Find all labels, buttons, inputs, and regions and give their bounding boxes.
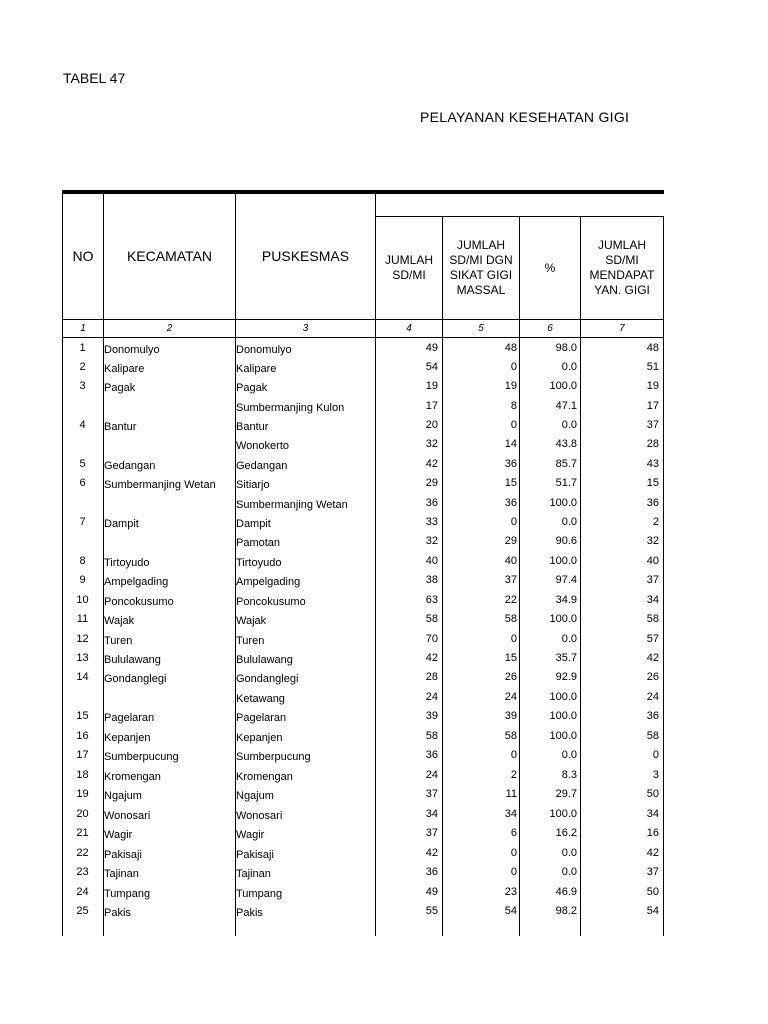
- cell-kecamatan: Bululawang: [104, 654, 161, 666]
- cell-persen: 97.4: [555, 574, 577, 586]
- cell-persen: 98.0: [555, 342, 577, 354]
- table-row: [62, 844, 664, 864]
- cell-persen: 100.0: [549, 497, 577, 509]
- cell-mendapat: 48: [646, 342, 659, 354]
- table-row: [62, 435, 664, 455]
- cell-no: 23: [76, 866, 89, 878]
- cell-persen: 0.0: [561, 419, 577, 431]
- table-row: [62, 766, 664, 786]
- cell-no: 25: [76, 905, 89, 917]
- cell-no: [62, 494, 103, 514]
- table-row: [62, 785, 664, 805]
- column-number: 3: [302, 322, 309, 334]
- cell-kecamatan: [104, 532, 234, 552]
- cell-mendapat: 16: [646, 827, 659, 839]
- table-row: [62, 610, 664, 630]
- cell-puskesmas: Sumbermanjing Wetan: [236, 499, 348, 511]
- cell-mendapat: 42: [646, 847, 659, 859]
- table-row: [62, 377, 664, 397]
- cell-mendapat: 58: [646, 730, 659, 742]
- cell-jumlah-sdmi: 70: [425, 633, 438, 645]
- cell-no: [62, 397, 103, 417]
- cell-persen: 98.2: [555, 905, 577, 917]
- cell-persen: 35.7: [555, 652, 577, 664]
- cell-jumlah-sdmi: 17: [425, 400, 438, 412]
- table-row: [62, 688, 664, 708]
- cell-no: 7: [79, 516, 86, 528]
- cell-sikat-gigi: 37: [504, 574, 517, 586]
- cell-kecamatan: Pakisaji: [104, 849, 142, 861]
- column-number: 4: [406, 322, 412, 334]
- table-row: [62, 707, 664, 727]
- cell-jumlah-sdmi: 34: [425, 808, 438, 820]
- cell-persen: 0.0: [561, 749, 577, 761]
- cell-puskesmas: Pagelaran: [236, 712, 287, 724]
- cell-kecamatan: [104, 494, 234, 514]
- cell-no: 15: [76, 710, 89, 722]
- cell-mendapat: 15: [646, 477, 659, 489]
- cell-no: 2: [79, 361, 86, 373]
- cell-jumlah-sdmi: 40: [425, 555, 438, 567]
- cell-sikat-gigi: 8: [510, 400, 517, 412]
- cell-kecamatan: Kalipare: [104, 363, 145, 375]
- table-row: [62, 863, 664, 883]
- cell-jumlah-sdmi: 49: [425, 342, 438, 354]
- cell-persen: 100.0: [549, 691, 577, 703]
- cell-jumlah-sdmi: 49: [425, 886, 438, 898]
- cell-jumlah-sdmi: 24: [425, 691, 438, 703]
- cell-puskesmas: Pamotan: [236, 537, 281, 549]
- cell-puskesmas: Sumberpucung: [236, 751, 311, 763]
- table-row: [62, 339, 664, 359]
- cell-kecamatan: Donomulyo: [104, 344, 160, 356]
- cell-mendapat: 26: [646, 671, 659, 683]
- cell-persen: 100.0: [549, 555, 577, 567]
- cell-puskesmas: Poncokusumo: [236, 596, 306, 608]
- cell-mendapat: 51: [646, 361, 659, 373]
- cell-puskesmas: Gedangan: [236, 460, 288, 472]
- cell-sikat-gigi: 0: [510, 361, 517, 373]
- header-puskesmas: PUSKESMAS: [261, 248, 350, 264]
- cell-jumlah-sdmi: 54: [425, 361, 438, 373]
- cell-jumlah-sdmi: 37: [425, 827, 438, 839]
- cell-puskesmas: Wonokerto: [236, 440, 289, 452]
- cell-no: [62, 688, 103, 708]
- header-no: NO: [72, 248, 94, 264]
- cell-puskesmas: Ampelgading: [236, 576, 301, 588]
- cell-no: 1: [79, 342, 86, 354]
- cell-mendapat: 34: [646, 594, 659, 606]
- cell-puskesmas: Kromengan: [236, 771, 293, 783]
- cell-no: 12: [76, 633, 89, 645]
- cell-puskesmas: Wajak: [236, 615, 267, 627]
- cell-no: 20: [76, 808, 89, 820]
- cell-puskesmas: Kalipare: [236, 363, 277, 375]
- cell-no: [62, 532, 103, 552]
- cell-puskesmas: Wagir: [236, 829, 265, 841]
- cell-sikat-gigi: 22: [504, 594, 517, 606]
- cell-sikat-gigi: 0: [510, 866, 517, 878]
- cell-sikat-gigi: 58: [504, 730, 517, 742]
- cell-sikat-gigi: 0: [510, 516, 517, 528]
- cell-kecamatan: Pakis: [104, 907, 131, 919]
- cell-sikat-gigi: 48: [504, 342, 517, 354]
- cell-persen: 100.0: [549, 380, 577, 392]
- cell-kecamatan: Pagelaran: [104, 712, 155, 724]
- cell-puskesmas: Bululawang: [236, 654, 293, 666]
- table-row: [62, 494, 664, 514]
- cell-mendapat: 42: [646, 652, 659, 664]
- cell-persen: 100.0: [549, 808, 577, 820]
- cell-mendapat: 37: [646, 866, 659, 878]
- table-row: [62, 591, 664, 611]
- cell-kecamatan: Poncokusumo: [104, 596, 174, 608]
- cell-puskesmas: Tirtoyudo: [236, 557, 282, 569]
- cell-puskesmas: Wonosari: [236, 810, 283, 822]
- cell-persen: 85.7: [555, 458, 577, 470]
- cell-mendapat: 50: [646, 788, 659, 800]
- cell-no: 6: [79, 477, 86, 489]
- cell-jumlah-sdmi: 39: [425, 710, 438, 722]
- cell-jumlah-sdmi: 32: [425, 438, 438, 450]
- table-row: [62, 358, 664, 378]
- cell-jumlah-sdmi: 36: [425, 497, 438, 509]
- cell-sikat-gigi: 29: [504, 535, 517, 547]
- cell-kecamatan: [104, 397, 234, 417]
- cell-kecamatan: Pagak: [104, 382, 136, 394]
- cell-persen: 100.0: [549, 710, 577, 722]
- cell-puskesmas: Sitiarjo: [236, 479, 270, 491]
- cell-jumlah-sdmi: 20: [425, 419, 438, 431]
- cell-puskesmas: Pakis: [236, 907, 263, 919]
- cell-mendapat: 34: [646, 808, 659, 820]
- cell-puskesmas: Ketawang: [236, 693, 285, 705]
- cell-jumlah-sdmi: 37: [425, 788, 438, 800]
- cell-jumlah-sdmi: 58: [425, 730, 438, 742]
- cell-persen: 47.1: [555, 400, 577, 412]
- cell-persen: 0.0: [561, 361, 577, 373]
- cell-no: 14: [76, 671, 89, 683]
- cell-sikat-gigi: 11: [505, 788, 517, 800]
- cell-sikat-gigi: 58: [504, 613, 517, 625]
- cell-puskesmas: Gondanglegi: [236, 673, 299, 685]
- cell-puskesmas: Donomulyo: [236, 344, 292, 356]
- header-persen: %: [544, 260, 556, 275]
- cell-jumlah-sdmi: 36: [425, 866, 438, 878]
- cell-puskesmas: Tumpang: [236, 888, 283, 900]
- cell-kecamatan: [104, 435, 234, 455]
- cell-no: 4: [79, 419, 86, 431]
- cell-no: 13: [76, 652, 89, 664]
- table-row: [62, 474, 664, 494]
- header-mendapat: JUMLAH SD/MI MENDAPAT YAN. GIGI: [589, 238, 655, 297]
- cell-sikat-gigi: 15: [504, 477, 517, 489]
- cell-kecamatan: [104, 688, 234, 708]
- table-row: [62, 883, 664, 903]
- cell-persen: 46.9: [555, 886, 577, 898]
- cell-kecamatan: Ngajum: [104, 790, 142, 802]
- table-row: [62, 397, 664, 417]
- cell-sikat-gigi: 36: [504, 458, 517, 470]
- cell-no: 18: [76, 769, 89, 781]
- cell-persen: 0.0: [561, 516, 577, 528]
- cell-mendapat: 40: [646, 555, 659, 567]
- cell-sikat-gigi: 14: [504, 438, 517, 450]
- cell-mendapat: 57: [646, 633, 659, 645]
- cell-persen: 100.0: [549, 730, 577, 742]
- cell-persen: 16.2: [555, 827, 577, 839]
- cell-persen: 0.0: [561, 847, 577, 859]
- cell-no: 3: [79, 380, 86, 392]
- cell-kecamatan: Bantur: [104, 421, 137, 433]
- cell-mendapat: 50: [646, 886, 659, 898]
- cell-puskesmas: Sumbermanjing Kulon: [236, 402, 345, 414]
- table-row: [62, 668, 664, 688]
- header-sikat-gigi: JUMLAH SD/MI DGN SIKAT GIGI MASSAL: [449, 238, 513, 297]
- cell-kecamatan: Wajak: [104, 615, 135, 627]
- cell-persen: 8.3: [561, 769, 577, 781]
- cell-jumlah-sdmi: 29: [425, 477, 438, 489]
- cell-persen: 34.9: [555, 594, 577, 606]
- table-row: [62, 455, 664, 475]
- cell-mendapat: 28: [646, 438, 659, 450]
- cell-mendapat: 2: [652, 516, 659, 528]
- table-row: [62, 630, 664, 650]
- table-row: [62, 727, 664, 747]
- table-row: [62, 571, 664, 591]
- cell-sikat-gigi: 36: [504, 497, 517, 509]
- cell-sikat-gigi: 15: [504, 652, 517, 664]
- cell-puskesmas: Pagak: [236, 382, 268, 394]
- cell-jumlah-sdmi: 19: [425, 380, 438, 392]
- cell-persen: 92.9: [555, 671, 577, 683]
- document-title: PELAYANAN KESEHATAN GIGI: [420, 109, 630, 125]
- cell-persen: 0.0: [561, 866, 577, 878]
- cell-no: 22: [76, 847, 89, 859]
- cell-no: 24: [76, 886, 89, 898]
- cell-persen: 43.8: [555, 438, 577, 450]
- grid-line: [62, 337, 664, 338]
- cell-mendapat: 43: [646, 458, 659, 470]
- cell-kecamatan: Sumbermanjing Wetan: [104, 479, 216, 491]
- cell-jumlah-sdmi: 42: [425, 652, 438, 664]
- column-number: 7: [619, 322, 625, 334]
- table-row: [62, 746, 664, 766]
- cell-puskesmas: Pakisaji: [236, 849, 274, 861]
- cell-jumlah-sdmi: 32: [425, 535, 438, 547]
- cell-no: 19: [76, 788, 89, 800]
- cell-sikat-gigi: 0: [510, 749, 517, 761]
- cell-kecamatan: Turen: [104, 635, 133, 647]
- cell-kecamatan: Kepanjen: [104, 732, 151, 744]
- cell-jumlah-sdmi: 28: [425, 671, 438, 683]
- column-number: 5: [478, 322, 484, 334]
- cell-persen: 29.7: [555, 788, 577, 800]
- cell-mendapat: 54: [646, 905, 659, 917]
- cell-no: 9: [79, 574, 86, 586]
- cell-sikat-gigi: 0: [510, 633, 517, 645]
- table-row: [62, 416, 664, 436]
- cell-kecamatan: Kromengan: [104, 771, 161, 783]
- cell-kecamatan: Tumpang: [104, 888, 151, 900]
- cell-mendapat: 58: [646, 613, 659, 625]
- table-row: [62, 805, 664, 825]
- cell-mendapat: 0: [652, 749, 659, 761]
- cell-mendapat: 37: [646, 419, 659, 431]
- cell-kecamatan: Gedangan: [104, 460, 156, 472]
- cell-sikat-gigi: 2: [510, 769, 517, 781]
- cell-kecamatan: Ampelgading: [104, 576, 169, 588]
- cell-puskesmas: Dampit: [236, 518, 271, 530]
- cell-persen: 0.0: [561, 633, 577, 645]
- table-label: TABEL 47: [63, 70, 126, 86]
- cell-kecamatan: Wonosari: [104, 810, 151, 822]
- cell-kecamatan: Tirtoyudo: [104, 557, 150, 569]
- column-number: 6: [547, 322, 553, 334]
- cell-no: 10: [76, 594, 89, 606]
- table-row: [62, 552, 664, 572]
- cell-persen: 90.6: [555, 535, 577, 547]
- table-row: [62, 649, 664, 669]
- cell-mendapat: 17: [646, 400, 659, 412]
- cell-puskesmas: Kepanjen: [236, 732, 283, 744]
- cell-sikat-gigi: 0: [510, 419, 517, 431]
- cell-sikat-gigi: 54: [504, 905, 517, 917]
- cell-no: 17: [76, 749, 89, 761]
- cell-persen: 100.0: [549, 613, 577, 625]
- cell-jumlah-sdmi: 38: [425, 574, 438, 586]
- cell-kecamatan: Dampit: [104, 518, 139, 530]
- table-row: [62, 902, 664, 922]
- cell-jumlah-sdmi: 33: [425, 516, 438, 528]
- cell-sikat-gigi: 0: [510, 847, 517, 859]
- cell-jumlah-sdmi: 55: [425, 905, 438, 917]
- cell-sikat-gigi: 39: [504, 710, 517, 722]
- cell-mendapat: 37: [646, 574, 659, 586]
- table-row: [62, 513, 664, 533]
- cell-jumlah-sdmi: 36: [425, 749, 438, 761]
- cell-sikat-gigi: 19: [504, 380, 517, 392]
- cell-mendapat: 36: [646, 497, 659, 509]
- cell-no: 5: [79, 458, 86, 470]
- cell-sikat-gigi: 24: [504, 691, 517, 703]
- cell-jumlah-sdmi: 63: [425, 594, 438, 606]
- header-kecamatan: KECAMATAN: [126, 248, 213, 264]
- cell-mendapat: 3: [652, 769, 659, 781]
- cell-puskesmas: Turen: [236, 635, 265, 647]
- cell-kecamatan: Wagir: [104, 829, 133, 841]
- cell-puskesmas: Bantur: [236, 421, 269, 433]
- cell-puskesmas: Ngajum: [236, 790, 274, 802]
- cell-mendapat: 32: [646, 535, 659, 547]
- cell-mendapat: 24: [646, 691, 659, 703]
- cell-kecamatan: Tajinan: [104, 868, 139, 880]
- cell-no: 8: [79, 555, 86, 567]
- cell-sikat-gigi: 40: [504, 555, 517, 567]
- cell-no: 16: [76, 730, 89, 742]
- header-jumlah-sdmi: JUMLAH SD/MI: [384, 253, 433, 282]
- cell-kecamatan: Gondanglegi: [104, 673, 167, 685]
- cell-mendapat: 19: [646, 380, 659, 392]
- cell-jumlah-sdmi: 42: [425, 847, 438, 859]
- cell-sikat-gigi: 26: [504, 671, 517, 683]
- cell-sikat-gigi: 34: [504, 808, 517, 820]
- cell-jumlah-sdmi: 58: [425, 613, 438, 625]
- cell-no: 11: [76, 613, 89, 625]
- cell-sikat-gigi: 6: [510, 827, 517, 839]
- cell-jumlah-sdmi: 42: [425, 458, 438, 470]
- cell-sikat-gigi: 23: [504, 886, 517, 898]
- cell-no: 21: [76, 827, 89, 839]
- cell-jumlah-sdmi: 24: [425, 769, 438, 781]
- cell-kecamatan: Sumberpucung: [104, 751, 179, 763]
- cell-mendapat: 36: [646, 710, 659, 722]
- column-number: 2: [166, 322, 173, 334]
- cell-no: [62, 435, 103, 455]
- table-row: [62, 824, 664, 844]
- cell-persen: 51.7: [555, 477, 577, 489]
- column-number: 1: [80, 322, 86, 334]
- table-row: [62, 532, 664, 552]
- cell-puskesmas: Tajinan: [236, 868, 271, 880]
